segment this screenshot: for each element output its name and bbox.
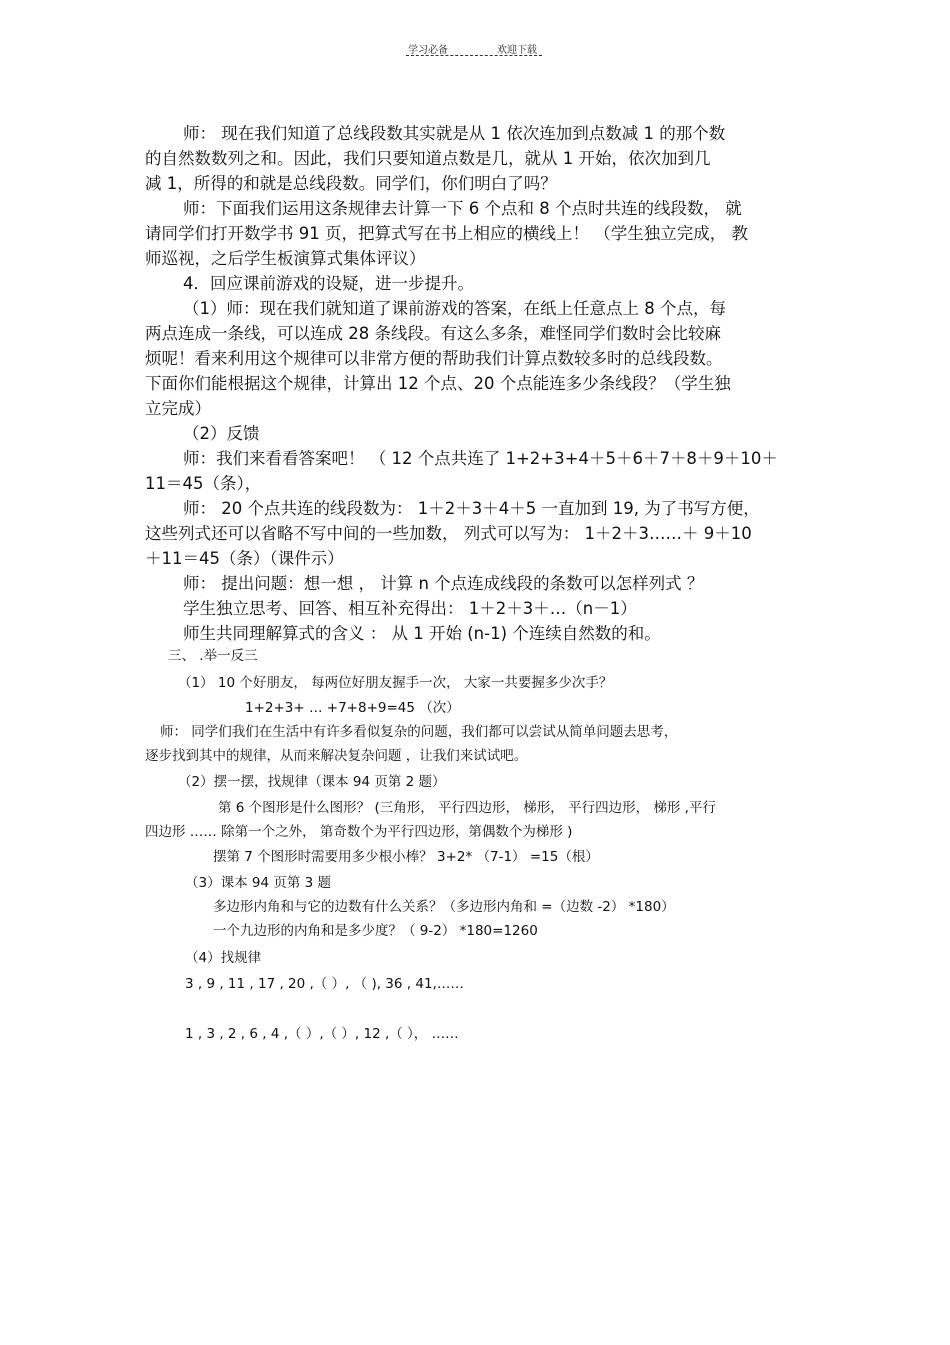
section-heading: 4．回应课前游戏的设疑，进一步提升。 [183,274,474,293]
paragraph-line: 这些列式还可以省略不写中间的一些加数， 列式可以写为： 1＋2＋3……＋ 9＋10 [145,524,752,543]
paragraph-line: 减 1，所得的和就是总线段数。同学们，你们明白了吗？ [145,174,557,193]
header-right: 欢迎下载 [497,45,537,56]
answer-line: 1+2+3+ … +7+8+9=45 （次） [245,700,460,716]
paragraph-line: 逐步找到其中的规律，从而来解决复杂问题 ，让我们来试试吧。 [145,748,528,764]
paragraph-line: 的自然数数列之和。因此，我们只要知道点数是几，就从 1 开始，依次加到几 [145,149,711,168]
paragraph-line: 师： 提出问题：想一想 ， 计算 n 个点连成线段的条数可以怎样列式 ？ [183,574,704,593]
paragraph-line: 师： 同学们我们在生活中有许多看似复杂的问题，我们都可以尝试从简单问题去思考， [160,724,678,740]
paragraph-line: 请同学们打开数学书 91 页，把算式写在书上相应的横线上！ （学生独立完成， 教 [145,224,748,243]
header-left: 学习必备 [408,45,448,56]
paragraph-line: 师：下面我们运用这条规律去计算一下 6 个点和 8 个点时共连的线段数， 就 [183,199,742,218]
paragraph-line: （1）师：现在我们就知道了课前游戏的答案，在纸上任意点上 8 个点，每 [183,299,726,318]
number-sequence: 1 , 3 , 2 , 6 , 4 ,（ ）,（ ）, 12 ,（ ）， …… [185,1026,459,1042]
section-heading: （2）反馈 [183,424,260,443]
paragraph-line: 下面你们能根据这个规律，计算出 12 个点、20 个点能连多少条线段？（学生独 [145,374,731,393]
number-sequence: 3 , 9 , 11 , 17 , 20 ,（ ）, （ ), 36 , 41,…… [185,976,464,992]
paragraph-line: 一个九边形的内角和是多少度？（ 9-2） *180=1260 [213,923,538,939]
problem-line: （4）找规律 [185,950,262,966]
paragraph-line: 师巡视，之后学生板演算式集体评议） [145,249,426,268]
paragraph-line: 多边形内角和与它的边数有什么关系？（多边形内角和 =（边数 -2） *180） [213,899,675,915]
paragraph-line: 师： 现在我们知道了总线段数其实就是从 1 依次连加到点数减 1 的那个数 [183,124,726,143]
paragraph-line: 师生共同理解算式的含义 ： 从 1 开始 (n-1) 个连续自然数的和。 [183,624,661,643]
paragraph-line: 立完成） [145,399,211,418]
paragraph-line: 学生独立思考、回答、相互补充得出： 1＋2＋3＋…（n－1） [183,599,637,618]
paragraph-line: 四边形 …… 除第一个之外， 第奇数个为平行四边形，第偶数个为梯形 ) [145,824,573,840]
paragraph-line: ＋11＝45（条）（课件示） [145,549,344,568]
paragraph-line: 11＝45（条）， [145,474,262,493]
paragraph-line: 烦呢！看来利用这个规律可以非常方便的帮助我们计算点数较多时的总线段数。 [145,349,723,368]
section-heading: 三、 .举一反三 [168,648,258,664]
paragraph-line: 师：我们来看看答案吧！ （ 12 个点共连了 1+2+3+4＋5＋6＋7＋8＋9＋10＋ [183,449,778,468]
paragraph-line: 两点连成一条线，可以连成 28 条线段。有这么多条，难怪同学们数时会比较麻 [145,324,721,343]
problem-line: （2）摆一摆，找规律（课本 94 页第 2 题） [178,774,446,790]
problem-line: （1） 10 个好朋友， 每两位好朋友握手一次， 大家一共要握多少次手？ [178,675,613,691]
paragraph-line: 摆第 7 个图形时需要用多少根小棒？ 3+2* （7-1） =15（根） [213,849,599,865]
header-dashed-rule [406,55,542,56]
paragraph-line: 师： 20 个点共连的线段数为： 1＋2＋3＋4＋5 一直加到 19, 为了书写方便， [183,499,760,518]
paragraph-line: 第 6 个图形是什么图形？ (三角形， 平行四边形， 梯形， 平行四边形， 梯形 ,平行 [218,800,716,816]
problem-line: （3）课本 94 页第 3 题 [185,875,332,891]
